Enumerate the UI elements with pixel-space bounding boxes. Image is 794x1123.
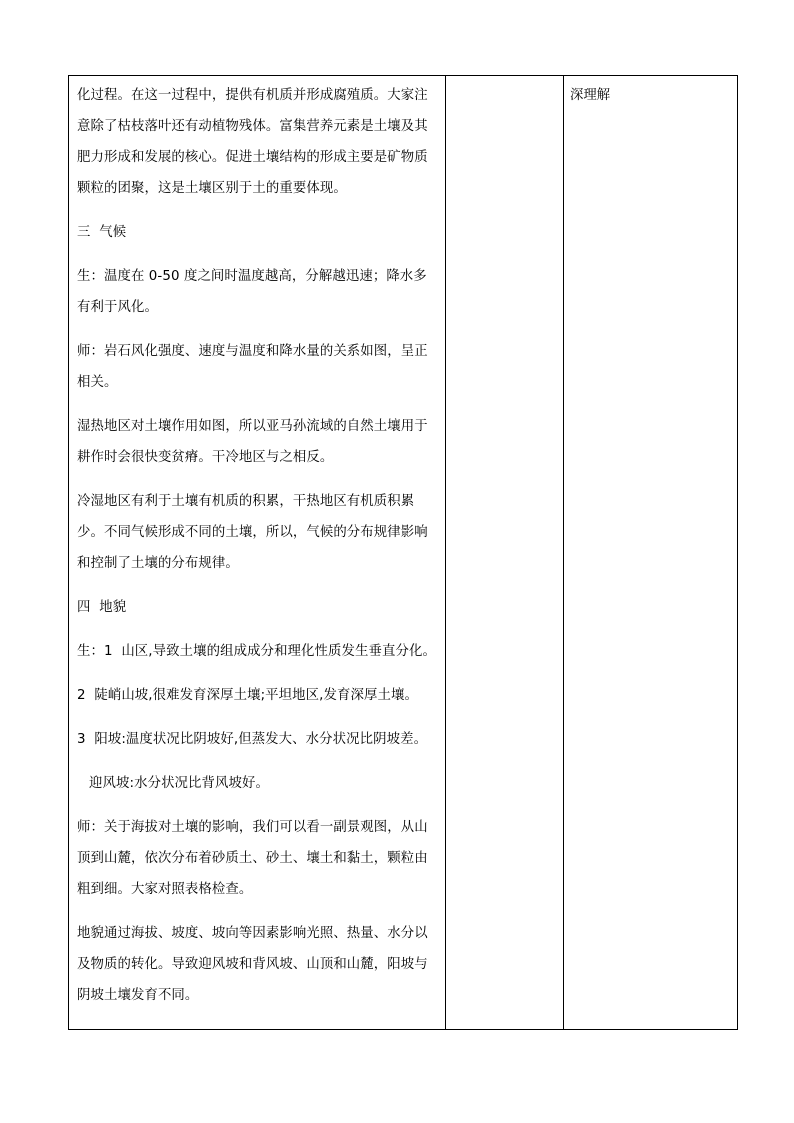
teaching-process-cell: [69, 76, 446, 1029]
paragraph-teacher-altitude: 师：关于海拔对土壤的影响，我们可以看一副景观图，从山顶到山麓，依次分布着砂质土、砂土、壤土和黏土，颗粒由粗到细。大家对照表格检查。: [77, 820, 428, 897]
heading-landform: 四 地貌: [77, 600, 127, 615]
lesson-table: [68, 75, 738, 1030]
paragraph-student-temperature: 生：温度在 0-50 度之间时温度越高，分解越迅速；降水多有利于风化。: [77, 269, 427, 315]
design-intent-note: 深理解: [570, 88, 611, 103]
paragraph-teacher-weathering: 师：岩石风化强度、速度与温度和降水量的关系如图，呈正相关。: [77, 344, 428, 390]
paragraph-windward-slope: 迎风坡:水分状况比背风坡好。: [89, 776, 269, 791]
heading-climate: 三 气候: [77, 225, 127, 240]
paragraph-soil-formation: 化过程。在这一过程中，提供有机质并形成腐殖质。大家注意除了枯枝落叶还有动植物残体。富集营养元素是土壤及其肥力形成和发展的核心。促进土壤结构的形成主要是矿物质颗粒的团聚，这是土壤区别于土的重要体现。: [77, 88, 428, 196]
paragraph-landform-summary: 地貌通过海拔、坡度、坡向等因素影响光照、热量、水分以及物质的转化。导致迎风坡和背风坡、山顶和山麓，阳坡与阴坡土壤发育不同。: [77, 926, 428, 1003]
paragraph-cold-wet-region: 冷湿地区有利于土壤有机质的积累，干热地区有机质积累少。不同气候形成不同的土壤，所以，气候的分布规律影响和控制了土壤的分布规律。: [77, 494, 428, 571]
paragraph-steep-slope: 2 陡峭山坡,很难发育深厚土壤;平坦地区,发育深厚土壤。: [77, 688, 418, 703]
student-activity-cell: [446, 76, 564, 1029]
paragraph-mountain-area: 生：1 山区,导致土壤的组成成分和理化性质发生垂直分化。: [77, 644, 436, 659]
paragraph-sunny-slope: 3 阳坡:温度状况比阴坡好,但蒸发大、水分状况比阴坡差。: [77, 732, 428, 747]
design-intent-cell: [564, 76, 737, 1029]
paragraph-humid-hot-region: 湿热地区对土壤作用如图，所以亚马孙流域的自然土壤用于耕作时会很快变贫瘠。干冷地区与之相反。: [77, 419, 428, 465]
